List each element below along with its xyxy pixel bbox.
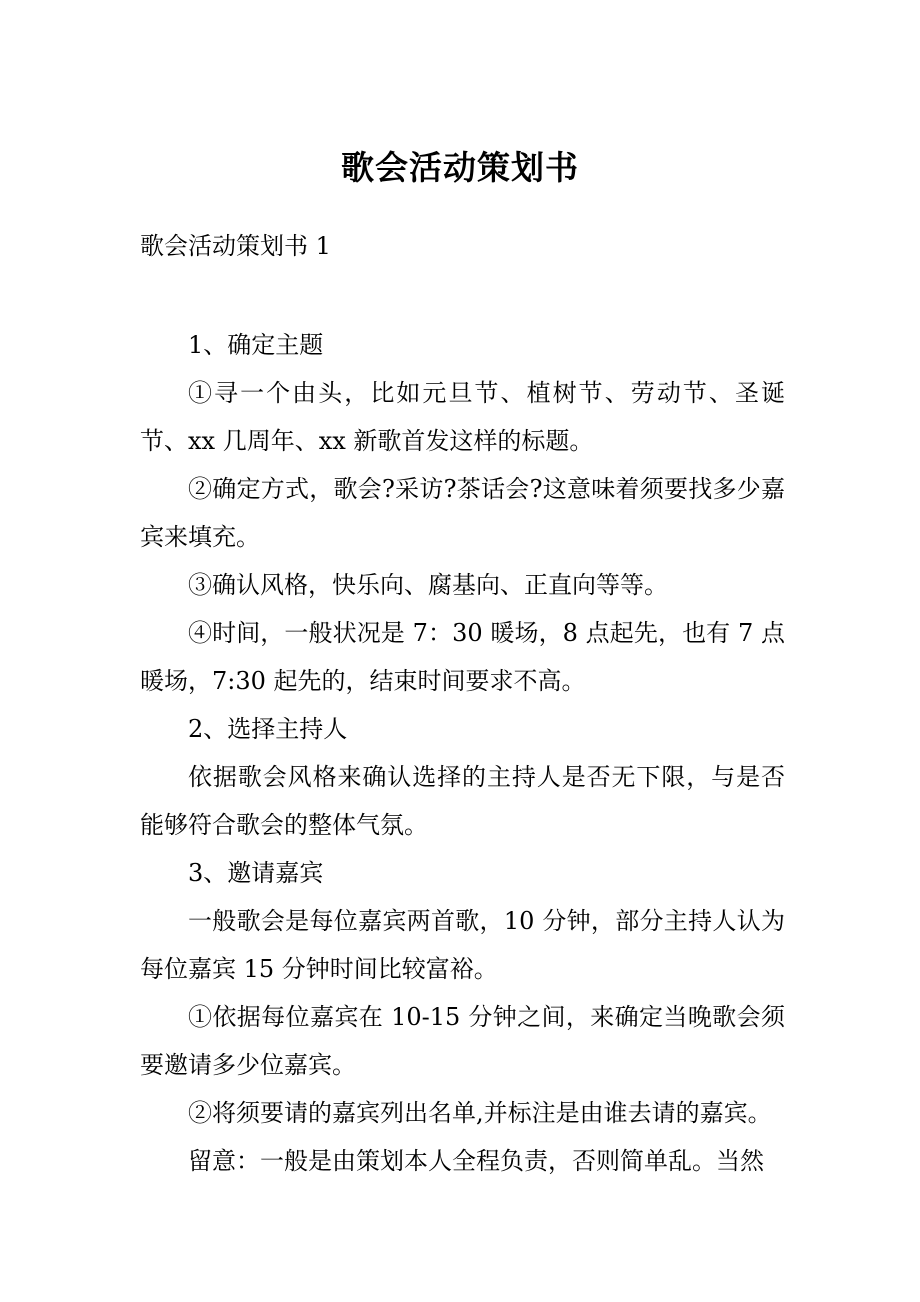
document-subtitle: 歌会活动策划书 1: [140, 232, 331, 260]
paragraph: ②将须要请的嘉宾列出名单,并标注是由谁去请的嘉宾。: [188, 1099, 772, 1127]
paragraph: 留意：一般是由策划本人全程负责，否则简单乱。当然: [188, 1147, 764, 1175]
document-body: [140, 321, 785, 1185]
paragraph: ②确定方式，歌会?采访?茶话会?这意味着须要找多少嘉宾来填充。: [140, 475, 785, 551]
paragraph: ④时间，一般状况是 7：30 暖场，8 点起先，也有 7 点暖场，7:30 起先的，结束时间要求不高。: [140, 619, 785, 695]
section-heading-1: 1、确定主题: [188, 331, 324, 359]
paragraph: ①依据每位嘉宾在 10-15 分钟之间，来确定当晚歌会须要邀请多少位嘉宾。: [140, 1003, 785, 1079]
paragraph: ③确认风格，快乐向、腐基向、正直向等等。: [188, 571, 668, 599]
paragraph: ①寻一个由头，比如元旦节、植树节、劳动节、圣诞节、xx 几周年、xx 新歌首发这样的标题。: [140, 379, 785, 455]
section-heading-2: 2、选择主持人: [188, 715, 348, 743]
section-heading-3: 3、邀请嘉宾: [188, 859, 324, 887]
paragraph: 依据歌会风格来确认选择的主持人是否无下限，与是否能够符合歌会的整体气氛。: [140, 763, 785, 839]
paragraph: 一般歌会是每位嘉宾两首歌，10 分钟，部分主持人认为每位嘉宾 15 分钟时间比较富裕。: [140, 907, 785, 983]
document-title: 歌会活动策划书: [341, 148, 579, 187]
